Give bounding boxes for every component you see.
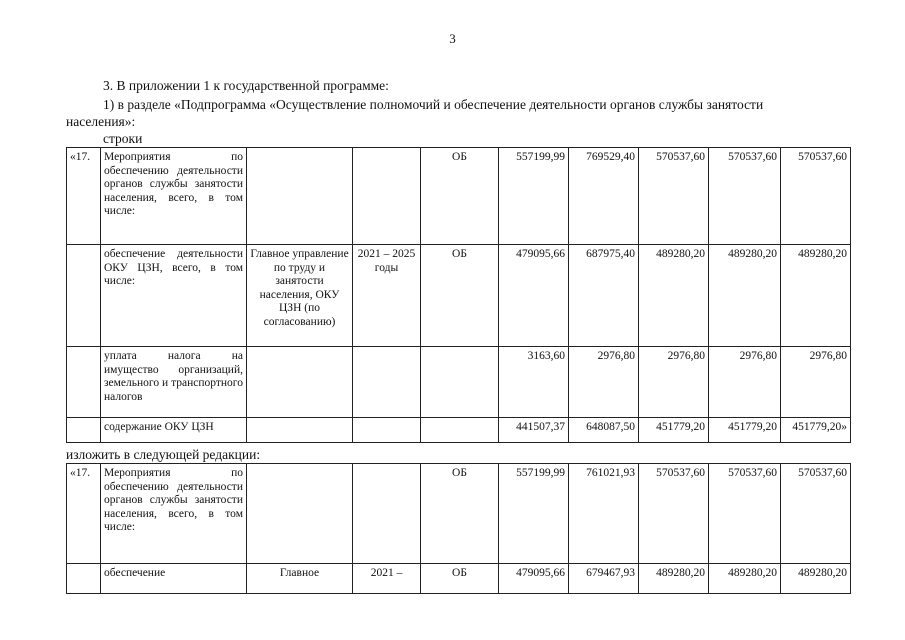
page-number: 3 bbox=[449, 31, 456, 46]
table-row bbox=[67, 148, 851, 245]
row-source: ОБ bbox=[421, 245, 499, 347]
row-executor bbox=[247, 418, 353, 443]
row-value: 687975,40 bbox=[569, 245, 639, 347]
row-name: Мероприятия по обеспечению деятельности органов службы занятости населения, всего, в том числе: bbox=[101, 148, 247, 245]
row-source: ОБ bbox=[421, 564, 499, 594]
row-value: 570537,60 bbox=[709, 148, 781, 245]
row-name: Мероприятия по обеспечению деятельности органов службы занятости населения, всего, в том числе: bbox=[101, 464, 247, 564]
row-source bbox=[421, 418, 499, 443]
subitem-line-2: населения»: bbox=[66, 114, 136, 129]
row-source: ОБ bbox=[421, 464, 499, 564]
row-value: 648087,50 bbox=[569, 418, 639, 443]
row-value: 489280,20 bbox=[639, 245, 709, 347]
row-executor: Главное управление по труду и занятости населения, ОКУ ЦЗН (по согласованию) bbox=[247, 245, 353, 347]
lines-label: строки bbox=[103, 131, 143, 146]
new-wording-label: изложить в следующей редакции: bbox=[66, 447, 261, 462]
row-name: уплата налога на имущество организаций, земельного и транспортного налогов bbox=[101, 347, 247, 418]
row-value: 489280,20 bbox=[709, 564, 781, 594]
row-executor: Главное bbox=[247, 564, 353, 594]
row-number bbox=[67, 564, 101, 594]
row-number bbox=[67, 347, 101, 418]
row-value: 570537,60 bbox=[639, 148, 709, 245]
row-value: 570537,60 bbox=[709, 464, 781, 564]
row-source bbox=[421, 347, 499, 418]
row-name: обеспечение bbox=[101, 564, 247, 594]
row-value: 570537,60 bbox=[781, 148, 851, 245]
table-row bbox=[67, 464, 851, 564]
table-row bbox=[67, 564, 851, 594]
row-value: 2976,80 bbox=[569, 347, 639, 418]
row-period: 2021 – bbox=[353, 564, 421, 594]
subitem-line-1: 1) в разделе «Подпрограмма «Осуществление полномочий и обеспечение деятельности органов службы занятости bbox=[103, 97, 764, 112]
row-period: 2021 – 2025 годы bbox=[353, 245, 421, 347]
table-row bbox=[67, 418, 851, 443]
row-value: 557199,99 bbox=[499, 464, 569, 564]
row-executor bbox=[247, 464, 353, 564]
row-value: 451779,20 bbox=[639, 418, 709, 443]
row-value: 441507,37 bbox=[499, 418, 569, 443]
row-name: содержание ОКУ ЦЗН bbox=[101, 418, 247, 443]
table-row bbox=[67, 347, 851, 418]
row-executor bbox=[247, 148, 353, 245]
row-value: 557199,99 bbox=[499, 148, 569, 245]
row-value: 570537,60 bbox=[639, 464, 709, 564]
row-value: 489280,20 bbox=[781, 245, 851, 347]
row-value: 2976,80 bbox=[639, 347, 709, 418]
row-value: 570537,60 bbox=[781, 464, 851, 564]
row-value: 3163,60 bbox=[499, 347, 569, 418]
row-number: «17. bbox=[67, 464, 101, 564]
row-value: 679467,93 bbox=[569, 564, 639, 594]
row-value: 451779,20» bbox=[781, 418, 851, 443]
row-value: 2976,80 bbox=[781, 347, 851, 418]
row-value: 761021,93 bbox=[569, 464, 639, 564]
table-new bbox=[66, 463, 851, 594]
row-number bbox=[67, 418, 101, 443]
row-value: 479095,66 bbox=[499, 564, 569, 594]
row-period bbox=[353, 418, 421, 443]
row-name: обеспечение деятельности ОКУ ЦЗН, всего, в том числе: bbox=[101, 245, 247, 347]
row-period bbox=[353, 148, 421, 245]
row-value: 489280,20 bbox=[709, 245, 781, 347]
row-number bbox=[67, 245, 101, 347]
row-executor bbox=[247, 347, 353, 418]
row-value: 479095,66 bbox=[499, 245, 569, 347]
table-old bbox=[66, 147, 851, 443]
row-number: «17. bbox=[67, 148, 101, 245]
row-value: 769529,40 bbox=[569, 148, 639, 245]
row-source: ОБ bbox=[421, 148, 499, 245]
row-period bbox=[353, 347, 421, 418]
row-period bbox=[353, 464, 421, 564]
row-value: 489280,20 bbox=[781, 564, 851, 594]
table-row bbox=[67, 245, 851, 347]
row-value: 2976,80 bbox=[709, 347, 781, 418]
row-value: 451779,20 bbox=[709, 418, 781, 443]
item-heading: 3. В приложении 1 к государственной программе: bbox=[103, 78, 389, 93]
row-value: 489280,20 bbox=[639, 564, 709, 594]
